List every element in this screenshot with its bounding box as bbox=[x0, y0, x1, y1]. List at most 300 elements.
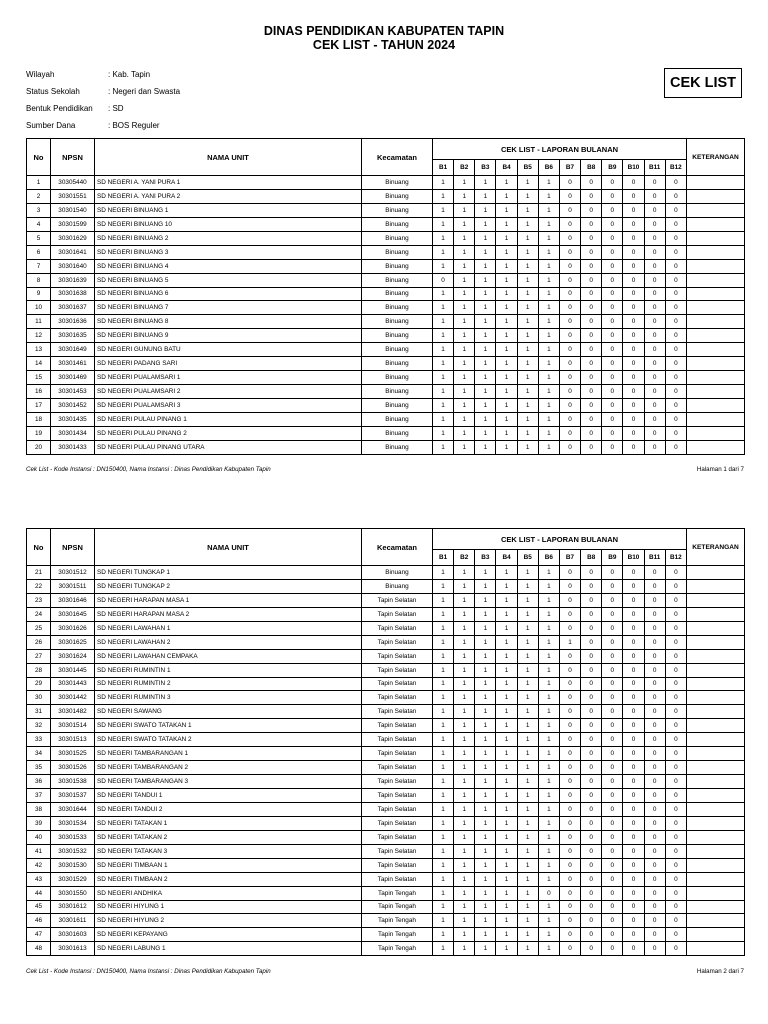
cell-month-value: 1 bbox=[559, 635, 580, 649]
cell-month-value: 0 bbox=[623, 287, 644, 301]
cell-month-value: 1 bbox=[517, 872, 538, 886]
cell-kecamatan: Tapin Selatan bbox=[362, 816, 433, 830]
cell-npsn: 30301640 bbox=[51, 259, 95, 273]
cell-month-value: 0 bbox=[581, 942, 602, 956]
cell-nama-unit: SD NEGERI ANDHIKA bbox=[95, 886, 362, 900]
table-row bbox=[27, 399, 745, 413]
cell-no: 34 bbox=[27, 747, 51, 761]
cell-month-value: 1 bbox=[454, 802, 475, 816]
cell-month-value: 0 bbox=[602, 593, 623, 607]
table-row bbox=[27, 217, 745, 231]
cell-month-value: 1 bbox=[496, 928, 517, 942]
cell-no: 40 bbox=[27, 830, 51, 844]
table-row bbox=[27, 802, 745, 816]
cell-month-value: 1 bbox=[475, 663, 496, 677]
cell-month-value: 0 bbox=[581, 858, 602, 872]
cell-month-value: 0 bbox=[665, 747, 686, 761]
cell-month-value: 1 bbox=[538, 621, 559, 635]
cell-month-value: 0 bbox=[559, 886, 580, 900]
cell-month-value: 0 bbox=[623, 844, 644, 858]
cell-month-value: 0 bbox=[581, 733, 602, 747]
cell-month-value: 0 bbox=[623, 733, 644, 747]
cell-month-value: 1 bbox=[496, 343, 517, 357]
cell-month-value: 0 bbox=[665, 593, 686, 607]
cell-month-value: 1 bbox=[433, 886, 454, 900]
cell-month-value: 0 bbox=[644, 287, 665, 301]
cell-nama-unit: SD NEGERI BINUANG 7 bbox=[95, 301, 362, 315]
cell-month-value: 0 bbox=[644, 761, 665, 775]
cell-month-value: 0 bbox=[581, 802, 602, 816]
cell-month-value: 1 bbox=[433, 440, 454, 454]
cell-month-value: 1 bbox=[475, 315, 496, 329]
cell-month-value: 0 bbox=[644, 259, 665, 273]
cell-month-value: 0 bbox=[602, 635, 623, 649]
cell-month-value: 0 bbox=[581, 231, 602, 245]
cell-kecamatan: Tapin Tengah bbox=[362, 886, 433, 900]
cell-month-value: 1 bbox=[496, 621, 517, 635]
cell-month-value: 0 bbox=[581, 385, 602, 399]
cell-month-value: 0 bbox=[602, 273, 623, 287]
cell-month-value: 0 bbox=[623, 816, 644, 830]
cell-month-value: 0 bbox=[623, 914, 644, 928]
cell-month-value: 1 bbox=[496, 719, 517, 733]
cell-month-value: 0 bbox=[644, 635, 665, 649]
table-row bbox=[27, 942, 745, 956]
header-month: B11 bbox=[644, 160, 665, 176]
cell-keterangan bbox=[687, 872, 745, 886]
header-month: B12 bbox=[665, 550, 686, 566]
cell-month-value: 1 bbox=[538, 385, 559, 399]
cell-keterangan bbox=[687, 719, 745, 733]
cell-no: 26 bbox=[27, 635, 51, 649]
cell-kecamatan: Binuang bbox=[362, 566, 433, 580]
meta-row bbox=[26, 100, 180, 117]
cell-month-value: 0 bbox=[665, 816, 686, 830]
cell-month-value: 1 bbox=[433, 691, 454, 705]
cell-month-value: 0 bbox=[665, 203, 686, 217]
cell-npsn: 30301649 bbox=[51, 343, 95, 357]
cell-month-value: 1 bbox=[496, 733, 517, 747]
cell-month-value: 1 bbox=[454, 635, 475, 649]
cell-month-value: 0 bbox=[665, 761, 686, 775]
cell-month-value: 0 bbox=[665, 176, 686, 190]
table-row bbox=[27, 900, 745, 914]
cell-month-value: 1 bbox=[538, 315, 559, 329]
cell-nama-unit: SD NEGERI RUMINTIN 3 bbox=[95, 691, 362, 705]
cell-month-value: 1 bbox=[517, 914, 538, 928]
cell-month-value: 1 bbox=[496, 579, 517, 593]
cell-no: 14 bbox=[27, 357, 51, 371]
cell-month-value: 1 bbox=[433, 789, 454, 803]
cell-month-value: 0 bbox=[623, 705, 644, 719]
cell-month-value: 0 bbox=[559, 440, 580, 454]
cell-kecamatan: Binuang bbox=[362, 203, 433, 217]
cell-month-value: 0 bbox=[581, 705, 602, 719]
header-month: B3 bbox=[475, 160, 496, 176]
cell-month-value: 1 bbox=[433, 900, 454, 914]
cell-keterangan bbox=[687, 830, 745, 844]
cell-month-value: 1 bbox=[454, 399, 475, 413]
cell-month-value: 1 bbox=[433, 593, 454, 607]
cell-month-value: 1 bbox=[475, 343, 496, 357]
cell-month-value: 1 bbox=[538, 176, 559, 190]
cell-month-value: 0 bbox=[665, 649, 686, 663]
cell-month-value: 1 bbox=[454, 357, 475, 371]
cell-month-value: 1 bbox=[538, 231, 559, 245]
cell-npsn: 30301453 bbox=[51, 385, 95, 399]
meta-value: : Negeri dan Swasta bbox=[108, 87, 181, 96]
cell-nama-unit: SD NEGERI SAWANG bbox=[95, 705, 362, 719]
cell-keterangan bbox=[687, 343, 745, 357]
cell-month-value: 1 bbox=[517, 802, 538, 816]
cell-month-value: 0 bbox=[665, 802, 686, 816]
cell-keterangan bbox=[687, 566, 745, 580]
cell-month-value: 1 bbox=[496, 635, 517, 649]
cell-month-value: 1 bbox=[454, 886, 475, 900]
cell-month-value: 0 bbox=[581, 440, 602, 454]
cell-month-value: 1 bbox=[538, 635, 559, 649]
cell-month-value: 0 bbox=[581, 900, 602, 914]
cell-month-value: 0 bbox=[559, 858, 580, 872]
cell-month-value: 1 bbox=[517, 301, 538, 315]
cell-month-value: 1 bbox=[496, 789, 517, 803]
cell-month-value: 1 bbox=[496, 691, 517, 705]
cell-month-value: 1 bbox=[517, 775, 538, 789]
header-month: B10 bbox=[623, 550, 644, 566]
header-month: B7 bbox=[559, 160, 580, 176]
cell-month-value: 0 bbox=[665, 329, 686, 343]
cell-month-value: 1 bbox=[454, 189, 475, 203]
cell-month-value: 1 bbox=[433, 315, 454, 329]
cell-month-value: 0 bbox=[581, 761, 602, 775]
cell-month-value: 1 bbox=[433, 217, 454, 231]
table-row bbox=[27, 566, 745, 580]
cell-month-value: 0 bbox=[602, 357, 623, 371]
cell-month-value: 1 bbox=[454, 607, 475, 621]
cell-npsn: 30301637 bbox=[51, 301, 95, 315]
cell-month-value: 1 bbox=[496, 259, 517, 273]
cell-month-value: 1 bbox=[454, 872, 475, 886]
cell-month-value: 1 bbox=[496, 371, 517, 385]
cell-npsn: 30301529 bbox=[51, 872, 95, 886]
table-row bbox=[27, 287, 745, 301]
cell-no: 6 bbox=[27, 245, 51, 259]
cell-month-value: 0 bbox=[581, 677, 602, 691]
cell-month-value: 1 bbox=[517, 830, 538, 844]
cell-keterangan bbox=[687, 245, 745, 259]
cell-keterangan bbox=[687, 399, 745, 413]
meta-label: Bentuk Pendidikan bbox=[26, 104, 93, 113]
cell-month-value: 1 bbox=[496, 858, 517, 872]
cell-keterangan bbox=[687, 259, 745, 273]
cell-month-value: 1 bbox=[517, 705, 538, 719]
cell-keterangan bbox=[687, 747, 745, 761]
cell-month-value: 0 bbox=[559, 593, 580, 607]
table-row bbox=[27, 914, 745, 928]
cell-month-value: 0 bbox=[602, 245, 623, 259]
cell-nama-unit: SD NEGERI HARAPAN MASA 2 bbox=[95, 607, 362, 621]
cell-month-value: 1 bbox=[517, 649, 538, 663]
table-row bbox=[27, 621, 745, 635]
table-row bbox=[27, 886, 745, 900]
cell-nama-unit: SD NEGERI BINUANG 3 bbox=[95, 245, 362, 259]
table-row bbox=[27, 691, 745, 705]
cell-month-value: 1 bbox=[538, 566, 559, 580]
cell-month-value: 1 bbox=[517, 273, 538, 287]
cell-kecamatan: Binuang bbox=[362, 189, 433, 203]
cell-month-value: 0 bbox=[559, 189, 580, 203]
cell-month-value: 0 bbox=[581, 621, 602, 635]
cell-month-value: 1 bbox=[433, 942, 454, 956]
cell-month-value: 1 bbox=[475, 259, 496, 273]
cell-nama-unit: SD NEGERI PUALAMSARI 3 bbox=[95, 399, 362, 413]
cell-month-value: 0 bbox=[559, 747, 580, 761]
cell-month-value: 1 bbox=[538, 789, 559, 803]
cell-month-value: 1 bbox=[496, 649, 517, 663]
cell-month-value: 1 bbox=[517, 412, 538, 426]
cell-keterangan bbox=[687, 231, 745, 245]
header-no: No bbox=[27, 139, 51, 176]
cell-month-value: 0 bbox=[602, 830, 623, 844]
cell-no: 8 bbox=[27, 273, 51, 287]
header-month: B1 bbox=[433, 160, 454, 176]
cell-month-value: 0 bbox=[623, 203, 644, 217]
cell-month-value: 1 bbox=[496, 385, 517, 399]
header-month: B10 bbox=[623, 160, 644, 176]
cell-month-value: 1 bbox=[475, 301, 496, 315]
cell-npsn: 30301525 bbox=[51, 747, 95, 761]
cell-month-value: 1 bbox=[538, 761, 559, 775]
table-row bbox=[27, 315, 745, 329]
cell-keterangan bbox=[687, 440, 745, 454]
cell-month-value: 0 bbox=[559, 579, 580, 593]
cell-month-value: 1 bbox=[475, 287, 496, 301]
cell-month-value: 1 bbox=[496, 761, 517, 775]
cell-month-value: 0 bbox=[623, 245, 644, 259]
cell-nama-unit: SD NEGERI PULAU PINANG 1 bbox=[95, 412, 362, 426]
header-month: B3 bbox=[475, 550, 496, 566]
cell-month-value: 1 bbox=[475, 677, 496, 691]
cell-nama-unit: SD NEGERI LAWAHAN 1 bbox=[95, 621, 362, 635]
cell-nama-unit: SD NEGERI TUNGKAP 1 bbox=[95, 566, 362, 580]
cell-month-value: 0 bbox=[602, 607, 623, 621]
cell-month-value: 0 bbox=[623, 343, 644, 357]
cell-month-value: 0 bbox=[623, 719, 644, 733]
cell-no: 37 bbox=[27, 789, 51, 803]
cell-month-value: 0 bbox=[559, 412, 580, 426]
cell-month-value: 0 bbox=[665, 677, 686, 691]
cell-month-value: 1 bbox=[433, 259, 454, 273]
cell-nama-unit: SD NEGERI HARAPAN MASA 1 bbox=[95, 593, 362, 607]
cell-month-value: 1 bbox=[496, 399, 517, 413]
cell-month-value: 0 bbox=[644, 900, 665, 914]
document-subtitle: CEK LIST - TAHUN 2024 bbox=[312, 38, 456, 52]
cell-month-value: 0 bbox=[644, 858, 665, 872]
cell-month-value: 0 bbox=[665, 315, 686, 329]
cell-nama-unit: SD NEGERI TIMBAAN 2 bbox=[95, 872, 362, 886]
cell-month-value: 1 bbox=[496, 329, 517, 343]
cell-nama-unit: SD NEGERI PULAU PINANG UTARA bbox=[95, 440, 362, 454]
cell-kecamatan: Tapin Selatan bbox=[362, 830, 433, 844]
cell-npsn: 30301625 bbox=[51, 635, 95, 649]
cell-month-value: 1 bbox=[433, 203, 454, 217]
cell-month-value: 1 bbox=[475, 189, 496, 203]
cell-month-value: 0 bbox=[644, 412, 665, 426]
cell-month-value: 0 bbox=[623, 259, 644, 273]
cell-no: 18 bbox=[27, 412, 51, 426]
cell-npsn: 30301532 bbox=[51, 844, 95, 858]
cell-month-value: 1 bbox=[475, 621, 496, 635]
cell-month-value: 0 bbox=[665, 705, 686, 719]
header-cek-list-group: CEK LIST - LAPORAN BULANAN bbox=[433, 139, 687, 160]
cell-keterangan bbox=[687, 942, 745, 956]
cell-nama-unit: SD NEGERI BINUANG 10 bbox=[95, 217, 362, 231]
cell-nama-unit: SD NEGERI BINUANG 5 bbox=[95, 273, 362, 287]
cell-month-value: 0 bbox=[665, 412, 686, 426]
cell-month-value: 1 bbox=[475, 579, 496, 593]
cell-month-value: 0 bbox=[559, 176, 580, 190]
cell-month-value: 0 bbox=[559, 231, 580, 245]
cell-no: 19 bbox=[27, 426, 51, 440]
cell-month-value: 1 bbox=[454, 203, 475, 217]
cell-month-value: 1 bbox=[433, 287, 454, 301]
cell-month-value: 0 bbox=[559, 621, 580, 635]
cell-month-value: 0 bbox=[644, 747, 665, 761]
header-month: B5 bbox=[517, 550, 538, 566]
cell-npsn: 30301526 bbox=[51, 761, 95, 775]
cell-month-value: 1 bbox=[517, 371, 538, 385]
cell-month-value: 1 bbox=[517, 900, 538, 914]
cell-month-value: 0 bbox=[623, 900, 644, 914]
cell-month-value: 1 bbox=[517, 747, 538, 761]
cell-month-value: 1 bbox=[433, 329, 454, 343]
cell-keterangan bbox=[687, 412, 745, 426]
cell-no: 1 bbox=[27, 176, 51, 190]
cell-month-value: 0 bbox=[559, 399, 580, 413]
cell-month-value: 0 bbox=[602, 315, 623, 329]
cell-month-value: 1 bbox=[496, 593, 517, 607]
cell-month-value: 1 bbox=[475, 914, 496, 928]
cell-month-value: 1 bbox=[517, 607, 538, 621]
cell-month-value: 0 bbox=[665, 830, 686, 844]
cell-month-value: 0 bbox=[581, 914, 602, 928]
table-row bbox=[27, 371, 745, 385]
cell-npsn: 30301636 bbox=[51, 315, 95, 329]
cell-month-value: 0 bbox=[665, 399, 686, 413]
cell-month-value: 1 bbox=[517, 886, 538, 900]
header-month: B6 bbox=[538, 550, 559, 566]
cell-month-value: 1 bbox=[454, 858, 475, 872]
cell-month-value: 1 bbox=[475, 635, 496, 649]
cell-nama-unit: SD NEGERI GUNUNG BATU bbox=[95, 343, 362, 357]
cell-month-value: 1 bbox=[517, 733, 538, 747]
cell-month-value: 1 bbox=[538, 287, 559, 301]
cell-month-value: 0 bbox=[602, 231, 623, 245]
cell-month-value: 1 bbox=[517, 426, 538, 440]
cell-month-value: 1 bbox=[475, 733, 496, 747]
cell-month-value: 1 bbox=[496, 426, 517, 440]
cell-month-value: 1 bbox=[538, 733, 559, 747]
cell-kecamatan: Tapin Selatan bbox=[362, 593, 433, 607]
cell-month-value: 0 bbox=[623, 928, 644, 942]
cell-npsn: 30301641 bbox=[51, 245, 95, 259]
cell-month-value: 1 bbox=[517, 663, 538, 677]
cell-npsn: 30301538 bbox=[51, 775, 95, 789]
cell-kecamatan: Tapin Selatan bbox=[362, 858, 433, 872]
cell-month-value: 0 bbox=[644, 691, 665, 705]
cell-keterangan bbox=[687, 900, 745, 914]
cell-month-value: 0 bbox=[644, 733, 665, 747]
cell-month-value: 0 bbox=[559, 942, 580, 956]
cell-no: 48 bbox=[27, 942, 51, 956]
table-row bbox=[27, 872, 745, 886]
cell-kecamatan: Tapin Selatan bbox=[362, 705, 433, 719]
table-row bbox=[27, 705, 745, 719]
cell-month-value: 1 bbox=[433, 705, 454, 719]
cell-month-value: 0 bbox=[581, 357, 602, 371]
cell-month-value: 1 bbox=[433, 231, 454, 245]
cell-month-value: 0 bbox=[665, 635, 686, 649]
cell-month-value: 0 bbox=[559, 900, 580, 914]
cell-month-value: 1 bbox=[475, 802, 496, 816]
cell-month-value: 0 bbox=[559, 802, 580, 816]
cell-month-value: 0 bbox=[602, 301, 623, 315]
cell-month-value: 0 bbox=[665, 566, 686, 580]
cell-month-value: 1 bbox=[454, 649, 475, 663]
cell-month-value: 0 bbox=[623, 371, 644, 385]
meta-label: Status Sekolah bbox=[26, 87, 80, 96]
table-row bbox=[27, 607, 745, 621]
cell-keterangan bbox=[687, 775, 745, 789]
cell-month-value: 0 bbox=[559, 607, 580, 621]
cell-month-value: 1 bbox=[538, 329, 559, 343]
cell-month-value: 1 bbox=[433, 357, 454, 371]
table-row bbox=[27, 412, 745, 426]
table-row bbox=[27, 426, 745, 440]
table-row bbox=[27, 385, 745, 399]
cell-month-value: 1 bbox=[538, 802, 559, 816]
cell-kecamatan: Tapin Selatan bbox=[362, 621, 433, 635]
header-month: B9 bbox=[602, 160, 623, 176]
cell-month-value: 1 bbox=[454, 733, 475, 747]
cell-month-value: 1 bbox=[433, 245, 454, 259]
table-row bbox=[27, 357, 745, 371]
cell-month-value: 0 bbox=[665, 900, 686, 914]
cell-nama-unit: SD NEGERI BINUANG 6 bbox=[95, 287, 362, 301]
cell-nama-unit: SD NEGERI KEPAYANG bbox=[95, 928, 362, 942]
cell-month-value: 0 bbox=[581, 691, 602, 705]
cell-no: 11 bbox=[27, 315, 51, 329]
cell-month-value: 1 bbox=[517, 942, 538, 956]
cell-npsn: 30301433 bbox=[51, 440, 95, 454]
cell-month-value: 1 bbox=[496, 189, 517, 203]
cell-month-value: 1 bbox=[475, 176, 496, 190]
cell-month-value: 1 bbox=[538, 217, 559, 231]
cell-month-value: 0 bbox=[665, 440, 686, 454]
cell-month-value: 0 bbox=[602, 677, 623, 691]
cell-month-value: 0 bbox=[623, 607, 644, 621]
cell-month-value: 0 bbox=[623, 412, 644, 426]
cell-month-value: 1 bbox=[454, 593, 475, 607]
cell-month-value: 1 bbox=[496, 231, 517, 245]
cell-keterangan bbox=[687, 301, 745, 315]
cell-kecamatan: Tapin Selatan bbox=[362, 844, 433, 858]
cell-month-value: 1 bbox=[454, 621, 475, 635]
cell-month-value: 0 bbox=[644, 830, 665, 844]
cell-month-value: 0 bbox=[665, 426, 686, 440]
cell-month-value: 0 bbox=[623, 301, 644, 315]
cell-no: 17 bbox=[27, 399, 51, 413]
